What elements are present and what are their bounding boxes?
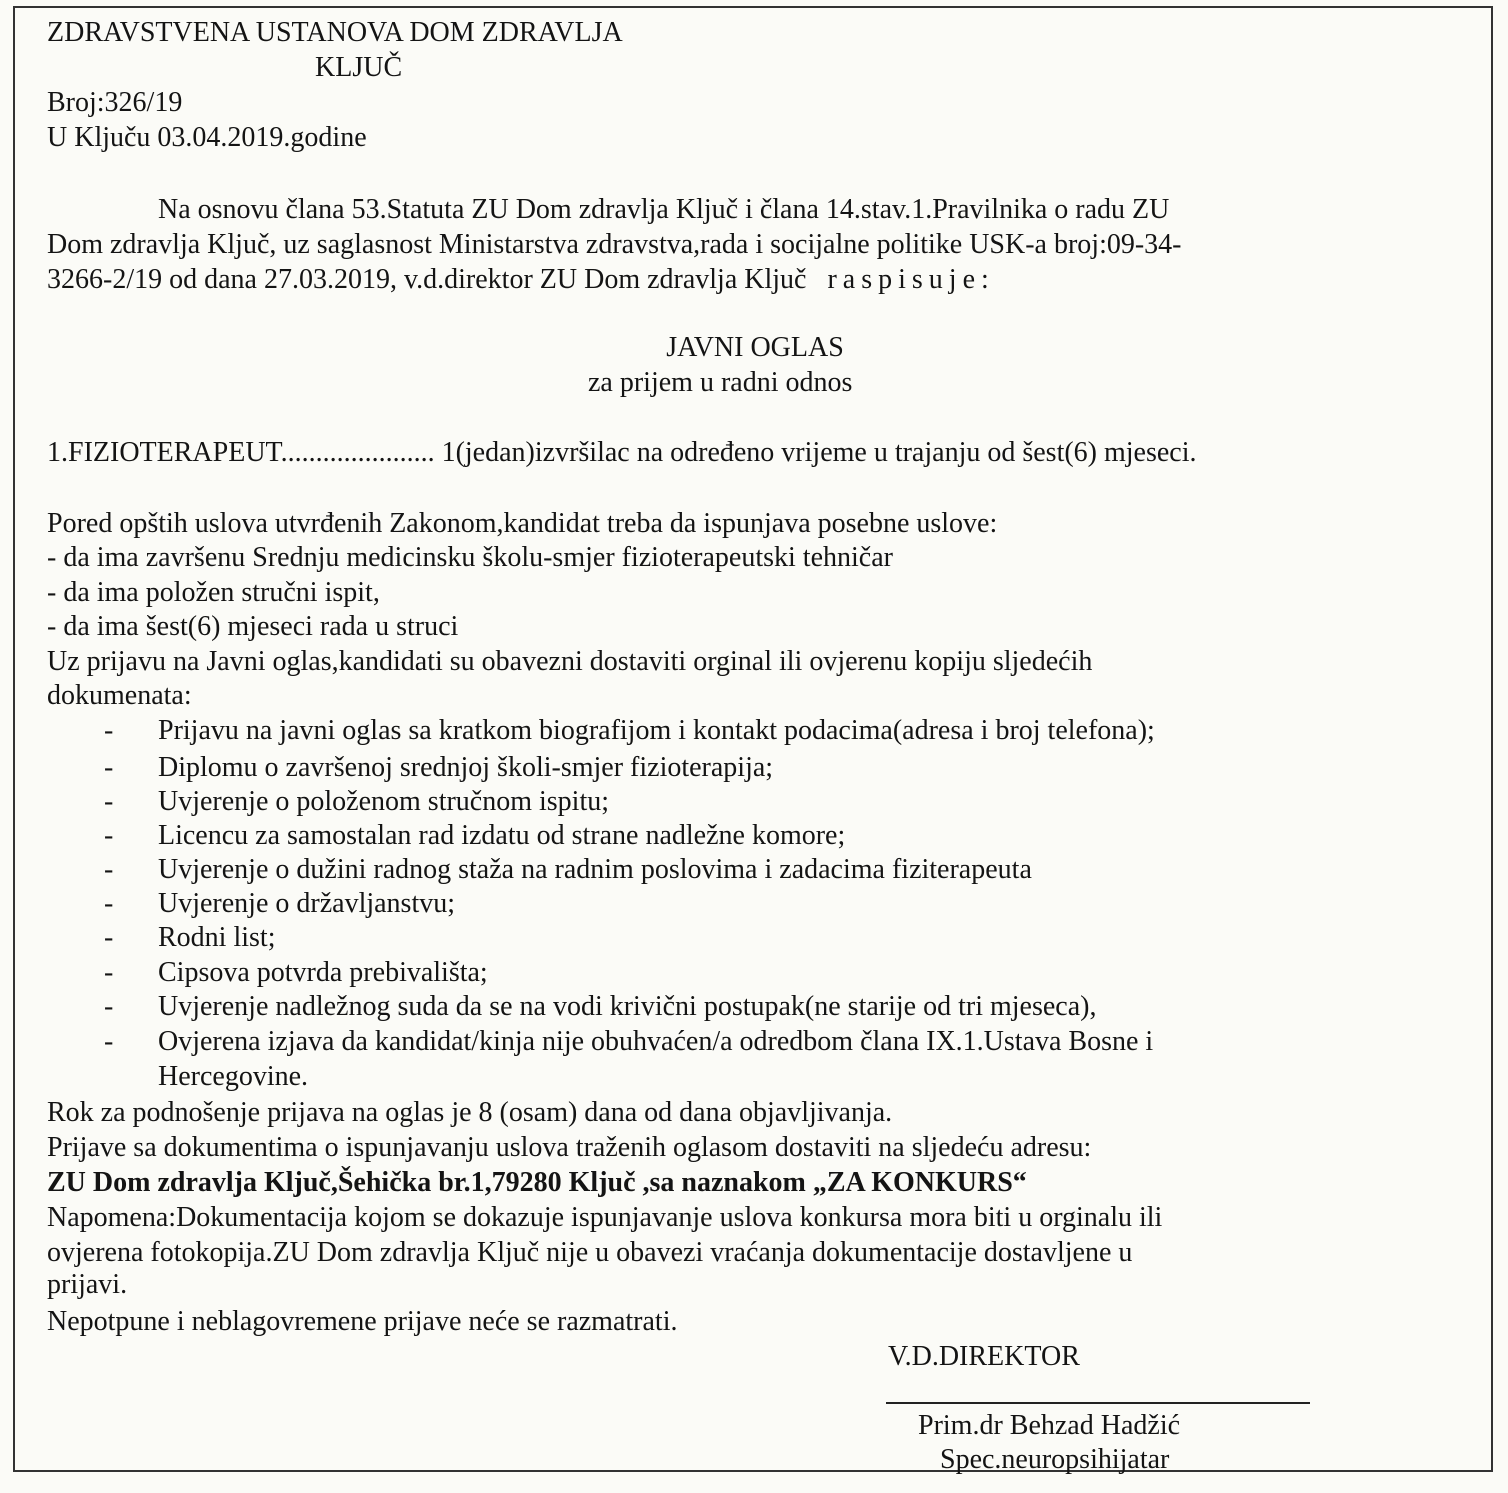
document-item: Diplomu o završenoj srednjoj školi-smjer fizioterapija; bbox=[158, 752, 774, 783]
list-dash: - bbox=[104, 888, 114, 919]
list-dash: - bbox=[104, 786, 114, 817]
intro-line-3 bbox=[47, 263, 995, 297]
signatory-role: V.D.DIREKTOR bbox=[888, 1341, 1080, 1372]
intro-line-3-text: 3266-2/19 od dana 27.03.2019, v.d.direktor ZU Dom zdravlja Ključ bbox=[47, 264, 807, 295]
list-dash: - bbox=[104, 991, 114, 1022]
signature-line bbox=[886, 1402, 1310, 1404]
documents-intro-2: dokumenata: bbox=[47, 680, 192, 711]
conditions-intro: Pored opštih uslova utvrđenih Zakonom,kandidat treba da ispunjava posebne uslove: bbox=[47, 508, 998, 539]
announcement-title-text: JAVNI OGLAS bbox=[666, 332, 844, 363]
document-item: Cipsova potvrda prebivališta; bbox=[158, 957, 488, 988]
announcement-subtitle: za prijem u radni odnos bbox=[588, 367, 853, 398]
document-item: Uvjerenje o državljanstvu; bbox=[158, 888, 456, 919]
signatory-title: Spec.neuropsihijatar bbox=[940, 1444, 1170, 1475]
note-line-1: Napomena:Dokumentacija kojom se dokazuje ispunjavanje uslova konkursa mora biti u orginalu ili bbox=[47, 1202, 1163, 1233]
document-item-continuation: Hercegovine. bbox=[158, 1061, 309, 1092]
document-item: Prijavu na javni oglas sa kratkom biografijom i kontakt podacima(adresa i broj telefona); bbox=[158, 715, 1155, 746]
position-leader: ...................... bbox=[280, 437, 435, 468]
document-item: Uvjerenje o dužini radnog staža na radnim poslovima i zadacima fiziterapeuta bbox=[158, 854, 1032, 885]
intro-line-2: Dom zdravlja Ključ, uz saglasnost Ministarstva zdravstva,rada i socijalne politike USK-a broj:09-34- bbox=[47, 229, 1182, 260]
incomplete-notice: Nepotpune i neblagovremene prijave neće se razmatrati. bbox=[47, 1306, 678, 1337]
signatory-name: Prim.dr Behzad Hadžić bbox=[918, 1410, 1181, 1441]
list-dash: - bbox=[104, 1026, 114, 1057]
institution-city: KLJUČ bbox=[315, 52, 403, 83]
document-item: Uvjerenje nadležnog suda da se na vodi krivični postupak(ne starije od tri mjeseca), bbox=[158, 991, 1097, 1022]
document-item: Uvjerenje o položenom stručnom ispitu; bbox=[158, 786, 610, 817]
note-line-2: ovjerena fotokopija.ZU Dom zdravlja Ključ nije u obavezi vraćanja dokumentacije dostavljene u bbox=[47, 1237, 1133, 1268]
document-date: U Ključu 03.04.2019.godine bbox=[47, 122, 367, 153]
position-name: 1.FIZIOTERAPEUT bbox=[47, 437, 281, 468]
document-item: Licencu za samostalan rad izdatu od strane nadležne komore; bbox=[158, 820, 846, 851]
intro-announces: raspisuje: bbox=[827, 264, 995, 295]
submit-address: ZU Dom zdravlja Ključ,Šehička br.1,79280 Ključ ,sa naznakom „ZA KONKURS“ bbox=[47, 1167, 1027, 1198]
list-dash: - bbox=[104, 715, 114, 746]
document-number: Broj:326/19 bbox=[47, 87, 183, 118]
list-dash: - bbox=[104, 752, 114, 783]
note-line-3: prijavi. bbox=[47, 1269, 128, 1300]
list-dash: - bbox=[104, 957, 114, 988]
position-detail: 1(jedan)izvršilac na određeno vrijeme u trajanju od šest(6) mjeseci. bbox=[441, 437, 1197, 468]
document-item: Rodni list; bbox=[158, 922, 276, 953]
condition-item: - da ima položen stručni ispit, bbox=[47, 577, 380, 608]
deadline-text: Rok za podnošenje prijava na oglas je 8 (osam) dana od dana objavljivanja. bbox=[47, 1097, 893, 1128]
institution-name: ZDRAVSTVENA USTANOVA DOM ZDRAVLJA bbox=[47, 17, 623, 48]
position-line bbox=[47, 436, 1197, 470]
condition-item: - da ima šest(6) mjeseci rada u struci bbox=[47, 611, 459, 642]
announcement-title bbox=[0, 331, 1508, 365]
documents-intro-1: Uz prijavu na Javni oglas,kandidati su obavezni dostaviti orginal ili ovjerenu kopiju sljedećih bbox=[47, 646, 1093, 677]
document-item: Ovjerena izjava da kandidat/kinja nije obuhvaćen/a odredbom člana IX.1.Ustava Bosne i bbox=[158, 1026, 1154, 1057]
list-dash: - bbox=[104, 854, 114, 885]
condition-item: - da ima završenu Srednju medicinsku školu-smjer fizioterapeutski tehničar bbox=[47, 542, 893, 573]
intro-line-1: Na osnovu člana 53.Statuta ZU Dom zdravlja Ključ i člana 14.stav.1.Pravilnika o radu ZU bbox=[158, 194, 1170, 225]
list-dash: - bbox=[104, 922, 114, 953]
list-dash: - bbox=[104, 820, 114, 851]
submit-text: Prijave sa dokumentima o ispunjavanju uslova traženih oglasom dostaviti na sljedeću adresu: bbox=[47, 1132, 1092, 1163]
